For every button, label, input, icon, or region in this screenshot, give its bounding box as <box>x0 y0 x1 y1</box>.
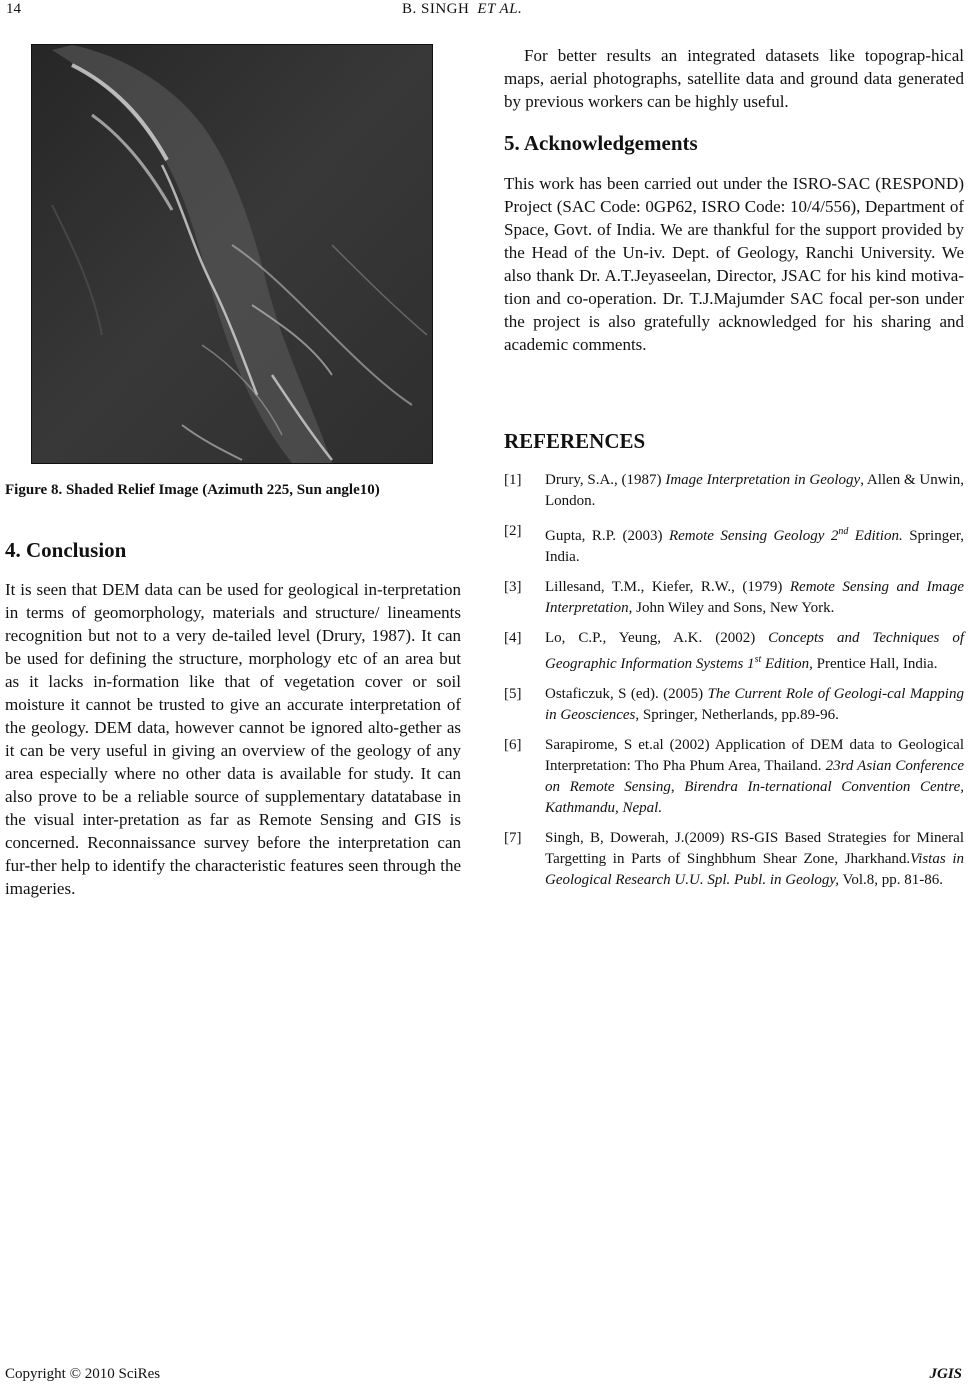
reference-text: Lillesand, T.M., Kiefer, R.W., (1979) Remote Sensing and Image Interpretation, John Wiley and Sons, New York. <box>545 579 964 616</box>
reference-text: Gupta, R.P. (2003) Remote Sensing Geology 2nd Edition. Springer, India. <box>545 526 965 565</box>
section-heading-acknowledgements: 5. Acknowledgements <box>504 131 698 155</box>
journal-name: JGIS <box>929 1366 962 1382</box>
copyright-notice: Copyright © 2010 SciRes <box>5 1366 161 1382</box>
reference-item <box>504 628 964 675</box>
reference-item <box>504 828 964 891</box>
reference-text: Singh, B, Dowerah, J.(2009) RS-GIS Based Strategies for Mineral Targetting in Parts of Singhbhum Shear Zone, Jharkhand.Vistas in Geological Research U.U. Spl. Publ. in Geology, Vol.8, pp. 81-86. <box>545 830 964 888</box>
reference-text: Drury, S.A., (1987) Image Interpretation in Geology, Allen & Unwin, London. <box>545 472 965 509</box>
reference-number: [7] <box>504 830 522 846</box>
references-heading: REFERENCES <box>504 429 646 453</box>
reference-list <box>504 470 964 900</box>
reference-item <box>504 577 964 619</box>
figure-caption: Figure 8. Shaded Relief Image (Azimuth 225, Sun angle10) <box>5 482 380 498</box>
reference-item <box>504 521 964 568</box>
conclusion-paragraph: It is seen that DEM data can be used for geological in-terpretation in terms of geomorphology, materials and structure/ lineaments recognition but not to a very de-tailed level (Drury, 1987). It can be used for defining the structure, morphology etc of an area but as it lacks in-formation like that of vegetation cover or soil moisture it cannot be trusted to give an accurate interpretation of the geology. DEM data, however cannot be ignored alto-gether as it can be very useful in giving an overview of the geology of any area especially where no other data is available for study. It can also prove to be a reliable source of supplementary datatabase in the visual inter-pretation as far as Remote Sensing and GIS is concerned. Reconnaissance survey before the interpretation can fur-ther help to identify the characteristic features seen through the imageries. <box>5 580 461 898</box>
reference-item <box>504 470 964 512</box>
reference-text: Sarapirome, S et.al (2002) Application of DEM data to Geological Interpretation: Tho Pha Phum Area, Thailand. 23rd Asian Conference on Remote Sensing, Birendra In-ternational Convention Centre, Kathmandu, Nepal. <box>545 737 965 816</box>
reference-number: [2] <box>504 523 522 539</box>
reference-number: [3] <box>504 579 522 595</box>
shaded-relief-image <box>31 44 433 464</box>
reference-text: Ostaficzuk, S (ed). (2005) The Current Role of Geologi-cal Mapping in Geosciences, Springer, Netherlands, pp.89-96. <box>545 686 964 723</box>
reference-item <box>504 735 964 819</box>
running-head-etal: ET AL. <box>477 1 523 17</box>
page-number: 14 <box>6 1 21 17</box>
reference-number: [1] <box>504 472 522 488</box>
reference-text: Lo, C.P., Yeung, A.K. (2002) Concepts and Techniques of Geographic Information Systems 1st Edition, Prentice Hall, India. <box>545 630 964 672</box>
acknowledgements-paragraph: This work has been carried out under the ISRO-SAC (RESPOND) Project (SAC Code: 0GP62, ISRO Code: 10/4/556), Department of Space, Govt. of India. We are thankful for the support provided by the Head of the Un-iv. Dept. of Geology, Ranchi University. We also thank Dr. A.T.Jeyaseelan, Director, JSAC for his kind motiva-tion and co-operation. Dr. T.J.Majumder SAC focal per-son under the project is also gratefully acknowledged for his sharing and academic comments. <box>504 174 964 354</box>
reference-number: [4] <box>504 630 522 646</box>
reference-number: [6] <box>504 737 522 753</box>
integration-paragraph: For better results an integrated datasets like topograp-hical maps, aerial photographs, satellite data and ground data generated by previous workers can be highly useful. <box>504 46 964 111</box>
running-head-author: B. SINGH <box>402 1 470 17</box>
running-head <box>402 0 522 18</box>
section-heading-conclusion: 4. Conclusion <box>5 538 127 562</box>
reference-item <box>504 684 964 726</box>
reference-number: [5] <box>504 686 522 702</box>
